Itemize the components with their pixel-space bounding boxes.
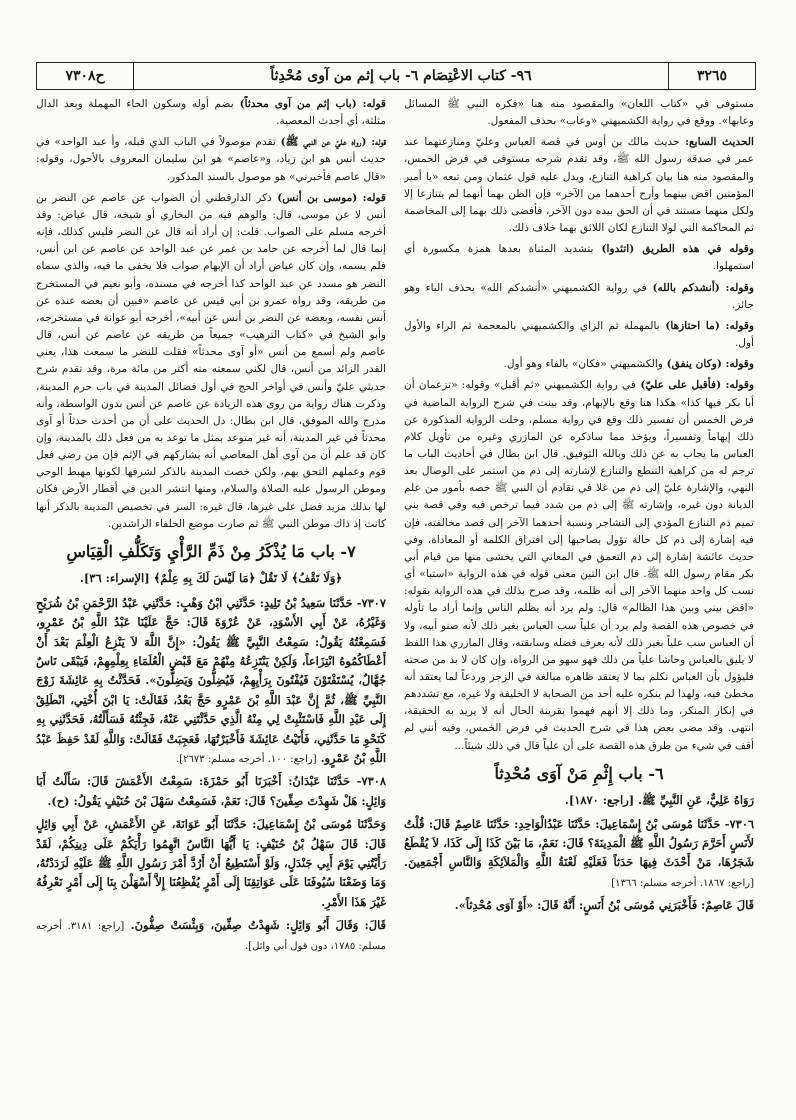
hadith-entry [36,916,386,955]
hadith-entry [36,594,386,769]
hadith-text: ٧٣٠٧- حَدَّثَنَا سَعِيدُ بْنُ تَلِيدٍ: حَدَّثَنِي ابْنُ وَهْبٍ: حَدَّثَنِي عَبْدُ الرَّحْمَنِ بْنُ شُرَيْحٍ وَغَيْرُهُ، عَنْ أَبِي الأَسْوَدِ، عَنْ عُرْوَةَ قَالَ: حَجَّ عَلَيْنَا عَبْدُ اللَّهِ بْنُ عَمْرٍو، فَسَمِعْتُهُ يَقُولُ: سَمِعْتُ النَّبِيَّ ﷺ يَقُولُ: «إِنَّ اللَّهَ لاَ يَنْزِعُ الْعِلْمَ بَعْدَ أَنْ أَعْطَاكُمُوهُ انْتِزَاعاً، وَلَكِنْ يَنْتَزِعُهُ مِنْهُمْ مَعَ قَبْضِ الْعُلَمَاءِ بِعِلْمِهِمْ، فَيَبْقَى نَاسٌ جُهَّالٌ، يُسْتَفْتَوْنَ فَيُفْتُونَ بِرَأْيِهِمْ، فَيُضِلُّونَ وَيَضِلُّونَ». فَحَدَّثْتُ بِهِ عَائِشَةَ زَوْجَ النَّبِيِّ ﷺ، ثُمَّ إِنَّ عَبْدَ اللَّهِ بْنَ عَمْرٍو حَجَّ بَعْدُ، فَقَالَتْ: يَا ابْنَ أُخْتِي، انْطَلِقْ إِلَى عَبْدِ اللَّهِ فَاسْتَثْبِتْ لِي مِنْهُ الَّذِي حَدَّثْتَنِي عَنْهُ، فَجِئْتُهُ فَسَأَلْتُهُ، فَحَدَّثَنِي بِهِ كَنَحْوِ مَا حَدَّثَنِي، فَأَتَيْتُ عَائِشَةَ فَأَخْبَرْتُهَا، فَعَجِبَتْ فَقَالَتْ: وَاللَّهِ لَقَدْ حَفِظَ عَبْدُ اللَّهِ بْنُ عَمْرٍو. [36,595,386,766]
chapter-title-6: ٦- باب إِثْمِ مَنْ آوَى مُحْدِثاً [494,763,664,783]
page-number: ٣٢٦٥ [668,63,755,89]
paragraph-lead: قوله: (باب إثم من آوى محدثاً) [233,98,386,110]
paragraph-text: تقدم موصولاً في الباب الذي قبله، وأ عبد الواحد» في حديث أنس هو ابن زياد، و«عاصم» هو ابن سليمان المعروف بالأحول، وقوله: «قال عاصم فأخبرني» هو موصول بالسند المذكور. [36,136,386,183]
hadith-text: قَالَ: وَقَالَ أَبُو وَائِلٍ: شَهِدْتُ صِفِّينَ، وَبِئْسَتْ صِفُّونَ. [130,918,386,933]
hadith-text: وَحَدَّثَنَا مُوسَى بْنُ إِسْمَاعِيلَ: حَدَّثَنَا أَبُو عَوَانَةَ، عَنِ الأَعْمَشِ، عَنْ أَبِي وَائِلٍ قَالَ: قَالَ سَهْلُ بْنُ حُنَيْفٍ: يَا أَيُّهَا النَّاسُ اتَّهِمُوا رَأْيَكُمْ عَلَى دِينِكُمْ، لَقَدْ رَأَيْتُنِي يَوْمَ أَبِي جَنْدَلٍ، وَلَوْ أَسْتَطِيعُ أَنْ أَرُدَّ أَمْرَ رَسُولِ اللَّهِ ﷺ عَلَيْهِ لَرَدَدْتُهُ، وَمَا وَضَعْنَا سُيُوفَنَا عَلَى عَوَاتِقِنَا إِلَى أَمْرٍ يُفْظِعُنَا إِلاَّ أَسْهَلْنَ بِنَا إِلَى أَمْرٍ نَعْرِفُهُ غَيْرَ هَذَا الأَمْرِ. [36,817,386,909]
commentary-paragraph [404,280,754,314]
hadith-block [36,594,386,955]
hadith-text: ٧٣٠٦- حَدَّثَنَا مُوسَى بْنُ إِسْمَاعِيلَ: حَدَّثَنَا عَبْدُالْوَاحِدِ: حَدَّثَنَا عَاصِمٌ قَالَ: قُلْتُ لأَنَسٍ أَحَرَّمَ رَسُولُ اللَّهِ ﷺ الْمَدِينَةَ؟ قَالَ: نَعَمْ، مَا بَيْنَ كَذَا إِلَى كَذَا، لاَ يُقْطَعُ شَجَرُهَا، مَنْ أَحْدَثَ فِيهَا حَدَثاً فَعَلَيْهِ لَعْنَةُ اللَّهِ وَالْمَلاَئِكَةِ وَالنَّاسِ أَجْمَعِينَ. [404,816,754,870]
commentary-paragraph [404,356,754,373]
left-column [36,96,386,1101]
commentary-paragraph [404,96,754,130]
paragraph-text: حديث مالك بن أوس في قصة العباس وعليّ ومنازعتهما عند عمر في صدقة رسول الله ﷺ، وقد تقدم شرحه مستوفى في فرض الخمس، والمقصود منه هنا بيان كراهية التنازع، ويدل عليه قول عثمان ومن تبعه «يا أمير المؤمنين اقض بينهما وأرح أحدهما من الآخر» فإن الظن بهما أنهما لم يتنازعا إلا ولكل منهما مستند في أن الحق بيده دون الآخر، فأفضى ذلك بهما إلى المخاصمة ثم المحاكمة التي لولا التنازع لكان اللائق بهما خلاف ذلك. [404,136,754,235]
right-column [404,96,754,1101]
paragraph-text: في رواية الكشميهني «أنشدكم الله» بحذف الباء وهو جائز. [404,281,754,311]
commentary-paragraph [36,190,386,533]
hadith-7306 [404,815,754,893]
commentary-paragraph [404,377,754,754]
hadith-entry [36,772,386,811]
hadith-text: ٧٣٠٨- حَدَّثَنَا عَبْدَانُ: أَخْبَرَنَا أَبُو حَمْزَةَ: سَمِعْتُ الأَعْمَشَ قَالَ: سَأَلْتُ أَبَا وَائِلٍ: هَلْ شَهِدْتَ صِفِّينَ؟ قَالَ: نَعَمْ، فَسَمِعْتُ سَهْلَ بْنَ حُنَيْفٍ يَقُولُ: (ح). [36,774,386,808]
commentary-paragraph [36,134,386,185]
paragraph-lead: وقوله: (وكان ينفق) [662,358,754,371]
hadith-reference: [راجع: ٣١٨١. أخرجه مسلم: ١٧٨٥، دون قول أبي وائل]. [36,921,386,952]
commentary-paragraph [404,134,754,237]
paragraph-text: بالمهملة ثم الزاي والكشميهني بالمعجمة ثم الراء والأول أول. [404,319,754,350]
hadith-reference: [راجع: ١٠٠. أخرجه مسلم: ٢٦٧٣]. [175,754,317,766]
riwaya-note: رَوَاهُ عَلِيٌّ، عَنِ النَّبِيِّ ﷺ. [راجع: ١٨٧٠]. [564,793,754,808]
paragraph-lead: قوله: (رواه عليّ عن النبي ﷺ) [275,136,386,149]
paragraph-lead: وقوله في هذه الطريق (اتئدوا) [593,243,754,256]
commentary-block [36,96,386,533]
paragraph-text: ذكر الدارقطني أن الصواب عن عاصم عن النضر بن أنس لا عن موسى، قال: والوهم فيه من البخاري أو شيخه، قال عياض: وقد أخرجه مسلم على الصواب. قلت: إن أراد أنه قال عن النضر فليس كذلك، فإنه إنما قال لما أخرجه عن حامد بن عمر عن عبد الواحد عن عاصم عن ابن أنس، فلم يسمه، وإن كان عياض أراد أن الإبهام صواب فلا يخفى ما فيه، والذي سماه النضر هو مسدد عن عبد الواحد كذا أخرجه في مسنده، وأبو نعيم في المستخرج من طريقه، وقد رواه عمرو بن أبي قيس عن عاصم «فبين أن بعضه عنده عن أنس نفسه، وبعضه عن النضر بن أنس عن أبيه»، أخرجه أبو عوانة في مستخرجه، وأبو الشيخ في «كتاب الترهيب» جميعاً من طريقه عن عاصم عن أنس، قال عاصم ولم أسمع من أنس «أو آوى محدثاً» فقلت للنضر ما سمعت هذا، يعني القدر الزائد من أنس، قال لكني سمعته منه أكثر من مائة مرة، وقد تقدم شرح حديثي عليّ وأنس في أواخر الحج في أول فضائل المدينة في باب حرم المدينة، وذكرت هناك رواية من روى هذه الزيادة عن عاصم عن أنس بدون الواسطة، وأنه مدرج والله الموفق، قال ابن بطال: دل الحديث على أن من أحدث حدثاً أو آوى محدثاً في غير المدينة، أنه غير متوعد بمثل ما توعد به من فعل ذلك بالمدينة، وإن كان قد علم أن من آوى أهل المعاصي أنه يشاركهم في الإثم فإن من رضي فعل قوم وعملهم التحق بهم، ولكن خصت المدينة بالذكر لشرفها لكونها مهبط الوحي وموطن الرسول عليه الصلاة والسلام، ومنها انتشر الدين في أقطار الأرض فكان لها بذلك مزيد فضل على غيرها، قال غيره: السر في تخصيص المدينة بالذكر أنها كانت إذ ذاك موطن النبي ﷺ ثم صارت موضع الخلفاء الراشدين. [36,191,386,530]
paragraph-lead: وقوله: (فأقبل على عليّ) [635,379,754,392]
paragraph-lead: وقوله: (أنشدكم بالله) [646,281,754,294]
paragraph-text: والكشميهني «فكان» بالفاء وهو أول. [503,358,663,371]
commentary-block [404,96,754,755]
hadith-reference: [راجع: ١٨٦٧. أخرجه مسلم: ١٣٦٦] [611,877,754,889]
hadith-tail: قَالَ عَاصِمٌ: فَأَخْبَرَنِي مُوسَى بْنُ أَنَسٍ: أَنَّهُ قَالَ: «أَوْ آوَى مُحْدِثاً». [454,898,754,913]
hadith-entry [36,815,386,912]
text-columns [36,96,754,1101]
commentary-paragraph [404,241,754,275]
paragraph-lead: وقوله: (ما احتازها) [659,319,754,332]
paragraph-lead: الحديث السابع: [679,136,754,149]
commentary-paragraph [404,318,754,352]
paragraph-text: مستوفى في «كتاب اللعان» والمقصود منه هنا «فكره النبي ﷺ المسائل وعابها». ووقع في رواية الكشميهني «وعاب» بحذف المفعول. [404,98,754,128]
running-title: ٩٦- كتاب الاعْتِصَام ٦- باب إثم من آوى مُحْدِثاً [270,68,532,84]
hadith-range: ح٧٣٠٨ [37,63,134,89]
chapter-title-7: ٧- باب مَا يُذْكَرُ مِنْ ذَمِّ الرَّأْيِ وَتَكَلُّفِ الْقِيَاسِ [66,541,356,561]
paragraph-lead: قوله: (موسى بن أنس) [271,191,386,204]
page-header [36,62,756,90]
commentary-paragraph [36,96,386,130]
paragraph-text: في رواية الكشميهني «ثم أقبل» وقوله: «تزعمان أن أبا بكر فيها كذا» هكذا هنا وقع بالإبهام، وقد بينت في شرح الرواية الماضية في فرض الخمس أن تفسير ذلك وقع في رواية مسلم، وخلت الرواية المذكورة عن ذلك إيهاماً وتفسيراً، ويؤخذ مما ساذكره عن المازري وغيره من تأويل كلام العباس ما يجاب به عن ذلك وبالله التوفيق. قال ابن بطال في أحاديث الباب ما ترجم له من كراهية التنطع والتنازع لإشارته إلى ذم من استمر على الوصال بعد النهي، والإشارة عليّ إلى ذم من غلا في تقادم أن النبي ﷺ خصه بأمور من علم الديانة دون غيره، وإشارته ﷺ إلى ذم من شدد فيما ترخص فيه وفي قصة بني تميم ذم التنازع المؤدي إلى التشاجر ونسبة أحدهما الآخر إلى قصد مخالفته، فإن فيه إشارة إلى ذم كل حالة تؤول بصاحبها إلى افتراق الكلمة أو المعاداة، وفي حديث عائشة إشارة إلى ذم التعمق في المعاني التي يخشى منها من قيام أبي بكر مقام رسول الله ﷺ. قال ابن التين معنى قوله في هذه الرواية «استبا» أي نسب كل واحد منهما الآخر إلى أنه ظلمه، وقد صرح بذلك في هذه الرواية بقوله: «اقض بيني وبين هذا الظالم» قال: ولم يرد أنه يظلم الناس وإنما أراد ما تأوله في خصوص هذه القصة ولم يرد أن علياً سب العباس بغير ذلك لأنه صنو أبيه، ولا أن العباس سب علياً بغير ذلك لأنه يعرف فضله وسابقته، وقال المازري هذا اللفظ لا يليق بالعباس وحاشا علياً من ذلك فهو سهو من الرواة، وإن كان لا بد من صحته فليؤول بأن العباس تكلم بما لا يعتقد ظاهره مبالغة في الزجر وردعاً لما يعتقد أنه مخطئ فيه، ولهذا لم ينكره عليه أحد من الصحابة لا الخليفة ولا غيره، مع تشددهم في إنكار المنكر، وما ذلك إلا أنهم فهموا بقرينة الحال أنه لا يريد به الحقيقة، انتهى. وقد مضى بعض هذا في شرح الحديث في فرض الخمس، وفيه أنني لم أقف في شيء من طرق هذه القصة على أن علياً قال في ذلك شيئاً... [404,379,754,752]
paragraph-text: بضم أوله وسكون الحاء المهملة وبعد الدال مثلثة، أي أحدث المعصية. [36,98,386,128]
quran-verse: ﴿وَلَا تَقْفُ﴾ لَا تَقُلْ ﴿مَا لَيْسَ لَكَ بِهِ عِلْمٌ﴾ [الإسراء: ٣٦]. [79,571,343,586]
paragraph-text: بتشديد المثناة بعدها همزة مكسورة أي استمهلوا. [404,243,754,273]
